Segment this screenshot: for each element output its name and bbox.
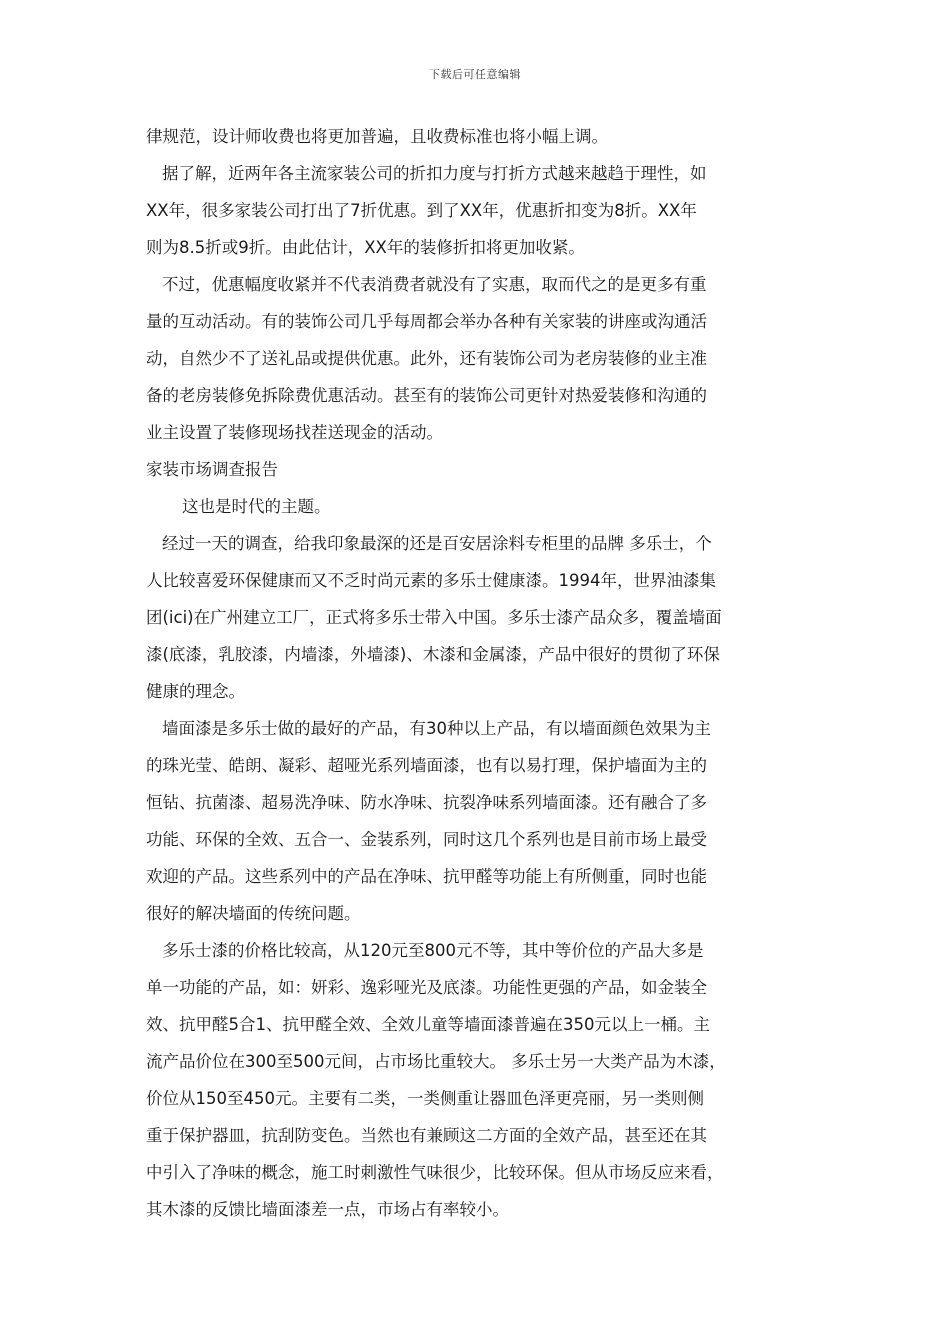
section-heading-text: 家装市场调查报告	[146, 460, 278, 479]
paragraph	[146, 710, 806, 932]
paragraph	[146, 525, 806, 710]
text-line: 欢迎的产品。这些系列中的产品在净味、抗甲醛等功能上有所侧重，同时也能	[146, 867, 707, 886]
section-heading	[146, 451, 806, 488]
text-line: 团(ici)在广州建立工厂，正式将多乐士带入中国。多乐士漆产品众多，覆盖墙面	[146, 608, 722, 627]
text-line: 动，自然少不了送礼品或提供优惠。此外，还有装饰公司为老房装修的业主准	[146, 349, 707, 368]
text-line: 单一功能的产品，如：妍彩、逸彩哑光及底漆。功能性更强的产品，如金装全	[146, 978, 707, 997]
text-line: 功能、环保的全效、五合一、金装系列，同时这几个系列也是目前市场上最受	[146, 830, 707, 849]
text-line: 不过，优惠幅度收紧并不代表消费者就没有了实惠，取而代之的是更多有重	[162, 275, 707, 294]
text-line: 备的老房装修免拆除费优惠活动。甚至有的装饰公司更针对热爱装修和沟通的	[146, 386, 707, 405]
text-line: 中引入了净味的概念，施工时刺激性气味很少，比较环保。但从市场反应来看，	[146, 1163, 724, 1182]
paragraph	[146, 488, 806, 525]
text-line: 人比较喜爱环保健康而又不乏时尚元素的多乐士健康漆。1994年，世界油漆集	[146, 571, 716, 590]
text-line: 业主设置了装修现场找茬送现金的活动。	[146, 423, 443, 442]
page-header: 下载后可任意编辑	[429, 68, 521, 81]
text-line: 的珠光莹、皓朗、凝彩、超哑光系列墙面漆，也有以易打理，保护墙面为主的	[146, 756, 707, 775]
text-line: 其木漆的反馈比墙面漆差一点，市场占有率较小。	[146, 1200, 509, 1219]
text-line: 经过一天的调查，给我印象最深的还是百安居涂料专柜里的品牌 多乐士，个	[162, 534, 712, 553]
paragraph	[146, 155, 806, 266]
text-line: 据了解，近两年各主流家装公司的折扣力度与打折方式越来越趋于理性，如	[162, 164, 707, 183]
text-line: 价位从150至450元。主要有二类，一类侧重让器皿色泽更亮丽，另一类则侧	[146, 1089, 704, 1108]
document-body	[146, 118, 806, 1228]
paragraph	[146, 932, 806, 1228]
text-line: 量的互动活动。有的装饰公司几乎每周都会举办各种有关家装的讲座或沟通活	[146, 312, 707, 331]
text-line: 重于保护器皿，抗刮防变色。当然也有兼顾这二方面的全效产品，甚至还在其	[146, 1126, 707, 1145]
text-line: 多乐士漆的价格比较高，从120元至800元不等，其中等价位的产品大多是	[162, 941, 704, 960]
text-line: 很好的解决墙面的传统问题。	[146, 904, 361, 923]
text-line: 健康的理念。	[146, 682, 245, 701]
text-line: 这也是时代的主题。	[182, 497, 331, 516]
paragraph	[146, 118, 806, 155]
text-line: 律规范，设计师收费也将更加普遍，且收费标准也将小幅上调。	[146, 127, 608, 146]
text-line: 流产品价位在300至500元间，占市场比重较大。 多乐士另一大类产品为木漆，	[146, 1052, 726, 1071]
text-line: 漆(底漆，乳胶漆，内墙漆，外墙漆)、木漆和金属漆，产品中很好的贯彻了环保	[146, 645, 720, 664]
paragraph	[146, 266, 806, 451]
text-line: 墙面漆是多乐士做的最好的产品，有30种以上产品，有以墙面颜色效果为主	[162, 719, 711, 738]
text-line: 效、抗甲醛5合1、抗甲醛全效、全效儿童等墙面漆普遍在350元以上一桶。主	[146, 1015, 710, 1034]
text-line: 则为8.5折或9折。由此估计，XX年的装修折扣将更加收紧。	[146, 238, 585, 257]
text-line: 恒钻、抗菌漆、超易洗净味、防水净味、抗裂净味系列墙面漆。还有融合了多	[146, 793, 707, 812]
text-line: XX年，很多家装公司打出了7折优惠。到了XX年，优惠折扣变为8折。XX年	[146, 201, 697, 220]
